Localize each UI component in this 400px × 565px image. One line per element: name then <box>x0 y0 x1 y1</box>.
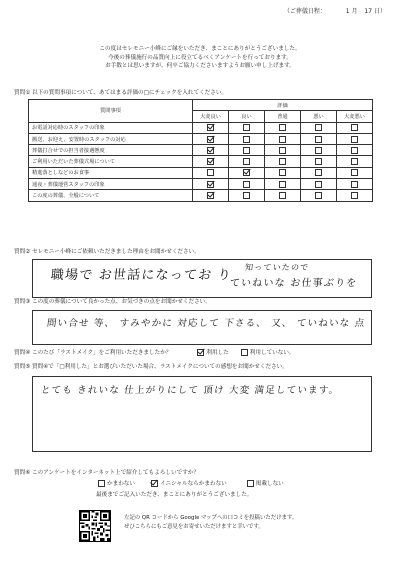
rating-cell <box>265 190 301 201</box>
rating-table <box>28 99 373 202</box>
checkbox-icon[interactable] <box>279 158 286 165</box>
checkbox-icon[interactable] <box>243 124 250 131</box>
date-day: 17 <box>364 8 373 15</box>
q2-answer-insert: 知っていたので <box>244 263 310 272</box>
table-row <box>29 156 373 167</box>
q3-answer-box[interactable] <box>32 310 372 345</box>
checkbox-icon[interactable] <box>279 181 286 188</box>
checkbox-icon[interactable] <box>207 181 214 188</box>
table-row <box>29 145 373 156</box>
checkbox-icon[interactable] <box>279 192 286 199</box>
table-row <box>29 122 373 133</box>
checkbox-icon[interactable] <box>315 169 322 176</box>
rating-header: 大変良い <box>193 111 229 122</box>
closing-text: 最後までご記入いただき、まことにありがとうございました。 <box>96 492 253 498</box>
rating-cell <box>301 133 337 144</box>
checkbox-icon[interactable] <box>243 192 250 199</box>
checkbox-icon[interactable] <box>197 349 204 356</box>
table-row <box>29 179 373 190</box>
table-row <box>29 133 373 144</box>
rating-cell <box>229 179 265 190</box>
q5-answer: とても きれいな 仕上がりにして 頂け 大変 満足しています。 <box>40 385 340 396</box>
checkbox-icon[interactable] <box>207 124 214 131</box>
checkbox-icon[interactable] <box>247 480 254 487</box>
q5-label: 質問⑤ 質問④で「□利用した」とお選びいただいた場合、ラストメイクについての感想をお聞かせください。 <box>14 364 288 370</box>
date-month: 1 <box>345 8 350 15</box>
rating-cell <box>337 156 373 167</box>
q5-answer-box[interactable] <box>32 376 372 452</box>
table-row <box>29 167 373 178</box>
date-label: （ご葬儀日程： <box>283 8 326 15</box>
intro-line: お手数とは思いますが、何卒ご協力くださいますようお願い申し上げます。 <box>105 63 295 69</box>
rating-cell <box>229 145 265 156</box>
q4-option-label: 利用していない。 <box>249 350 295 356</box>
rating-cell <box>193 179 229 190</box>
checkbox-icon[interactable] <box>243 181 250 188</box>
date-month-unit: 月 <box>351 8 358 15</box>
rating-cell <box>193 133 229 144</box>
rating-cell <box>337 133 373 144</box>
q4-label: 質問④ このたび「ラストメイク」をご利用いただきましたか？ <box>14 350 172 356</box>
rating-cell <box>301 179 337 190</box>
checkbox-icon[interactable] <box>279 124 286 131</box>
q6-label: 質問⑥ このアンケートをインターネット上で紹介してもよろしいですか？ <box>14 470 199 476</box>
q2-answer-line2: ていねいな お仕事ぶりを <box>229 278 358 289</box>
checkbox-icon[interactable] <box>207 136 214 143</box>
funeral-date <box>284 6 386 15</box>
intro-line: この度はセレモニー小峰にご縁をいただき、まことにありがとうございました。 <box>99 46 301 52</box>
rating-cell <box>301 145 337 156</box>
rating-cell <box>337 122 373 133</box>
q2-answer-line1: 職場で お世話になってお り <box>50 268 233 283</box>
footer-text <box>124 514 297 532</box>
rating-cell <box>229 167 265 178</box>
rating-cell <box>337 167 373 178</box>
rating-cell <box>193 122 229 133</box>
q2-answer-box[interactable] <box>32 259 372 298</box>
question-item: 搬送、お迎え、安置時のスタッフの対応 <box>29 133 193 144</box>
q4-option-label: 利用した <box>206 350 229 356</box>
rating-cell <box>229 133 265 144</box>
checkbox-icon[interactable] <box>315 181 322 188</box>
checkbox-icon[interactable] <box>207 192 214 199</box>
checkbox-icon[interactable] <box>279 147 286 154</box>
rating-cell <box>265 156 301 167</box>
rating-cell <box>229 190 265 201</box>
rating-header: 普通 <box>265 111 301 122</box>
table-row <box>29 190 373 201</box>
checkbox-icon[interactable] <box>351 181 358 188</box>
rating-header: 良い <box>229 111 265 122</box>
intro-text <box>0 45 400 71</box>
q6-options <box>98 479 284 487</box>
rating-cell <box>193 167 229 178</box>
rating-cell <box>265 167 301 178</box>
checkbox-icon[interactable] <box>351 147 358 154</box>
footer-line: ぜひこちらにもご意見をお寄せいただけますと幸いです。 <box>124 524 264 530</box>
header-rating: 評価 <box>193 100 373 111</box>
checkbox-icon[interactable] <box>243 136 250 143</box>
checkbox-icon[interactable] <box>243 169 250 176</box>
rating-cell <box>337 190 373 201</box>
checkbox-icon[interactable] <box>279 136 286 143</box>
rating-cell <box>301 190 337 201</box>
q6-option-ok[interactable] <box>98 479 135 487</box>
checkbox-icon[interactable] <box>243 158 250 165</box>
question-item: ご利用いただいた葬儀式場について <box>29 156 193 167</box>
q3-label: 質問③ この度の葬儀について良かった点、お気づきの点をお聞かせください。 <box>14 299 211 305</box>
q6-option-label: イニシャルならかまわない <box>159 481 227 487</box>
rating-cell <box>265 122 301 133</box>
checkbox-icon[interactable] <box>351 169 358 176</box>
q1-label: 質問① 以下の質問事項について、あてはまる評価の□にチェックを入れてください。 <box>14 90 228 96</box>
rating-header: 悪い <box>301 111 337 122</box>
rating-cell <box>301 156 337 167</box>
rating-cell <box>265 133 301 144</box>
q6-option-initials[interactable] <box>151 479 227 487</box>
q3-answer: 問い合せ 等、 すみやかに 対応して 下さる、 又、 ていねいな 点 <box>46 318 366 329</box>
rating-header: 大変悪い <box>337 111 373 122</box>
checkbox-icon[interactable] <box>315 147 322 154</box>
footer-line: 左記の QR コードから Google マップへの口コミを投稿いただけます。 <box>124 515 298 521</box>
checkbox-icon[interactable] <box>279 169 286 176</box>
checkbox-icon[interactable] <box>315 192 322 199</box>
question-item: 精進落としなどのお食事 <box>29 167 193 178</box>
checkbox-icon[interactable] <box>243 147 250 154</box>
question-item: 通夜・葬儀運営スタッフの印象 <box>29 179 193 190</box>
checkbox-icon[interactable] <box>207 147 214 154</box>
checkbox-icon[interactable] <box>351 124 358 131</box>
question-item: お電話対応時のスタッフの印象 <box>29 122 193 133</box>
checkbox-icon[interactable] <box>151 480 158 487</box>
rating-cell <box>229 122 265 133</box>
q6-option-label: 掲載しない <box>255 481 284 487</box>
checkbox-icon[interactable] <box>351 158 358 165</box>
date-day-unit: 日） <box>373 8 386 15</box>
q4-option-used[interactable] <box>197 348 228 356</box>
rating-cell <box>193 156 229 167</box>
question-item: この度の葬儀、全般について <box>29 190 193 201</box>
q4-option-not-used[interactable] <box>241 348 295 356</box>
header-item: 質問事項 <box>29 100 193 123</box>
checkbox-icon[interactable] <box>351 136 358 143</box>
rating-cell <box>229 156 265 167</box>
checkbox-icon[interactable] <box>351 192 358 199</box>
intro-line: 今後の葬儀施行の品質向上に役立てるべくアンケートを行っております。 <box>108 54 292 61</box>
rating-cell <box>337 179 373 190</box>
checkbox-icon[interactable] <box>241 349 248 356</box>
checkbox-icon[interactable] <box>98 480 105 487</box>
rating-cell <box>193 190 229 201</box>
checkbox-icon[interactable] <box>315 158 322 165</box>
q2-label: 質問② セレモニー小峰にご依頼いただきました理由をお聞かせください。 <box>14 249 200 255</box>
checkbox-icon[interactable] <box>315 136 322 143</box>
checkbox-icon[interactable] <box>315 124 322 131</box>
rating-cell <box>301 122 337 133</box>
rating-cell <box>301 167 337 178</box>
rating-cell <box>265 179 301 190</box>
checkbox-icon[interactable] <box>207 158 214 165</box>
checkbox-icon[interactable] <box>207 169 214 176</box>
rating-cell <box>193 145 229 156</box>
q6-option-label: かまわない <box>107 481 135 487</box>
question-item: 葬儀打合せでの担当者接遇態度 <box>29 145 193 156</box>
rating-cell <box>337 145 373 156</box>
qr-code-icon[interactable] <box>79 510 111 542</box>
q6-option-no[interactable] <box>247 479 284 487</box>
q4-row <box>14 348 295 356</box>
rating-cell <box>265 145 301 156</box>
